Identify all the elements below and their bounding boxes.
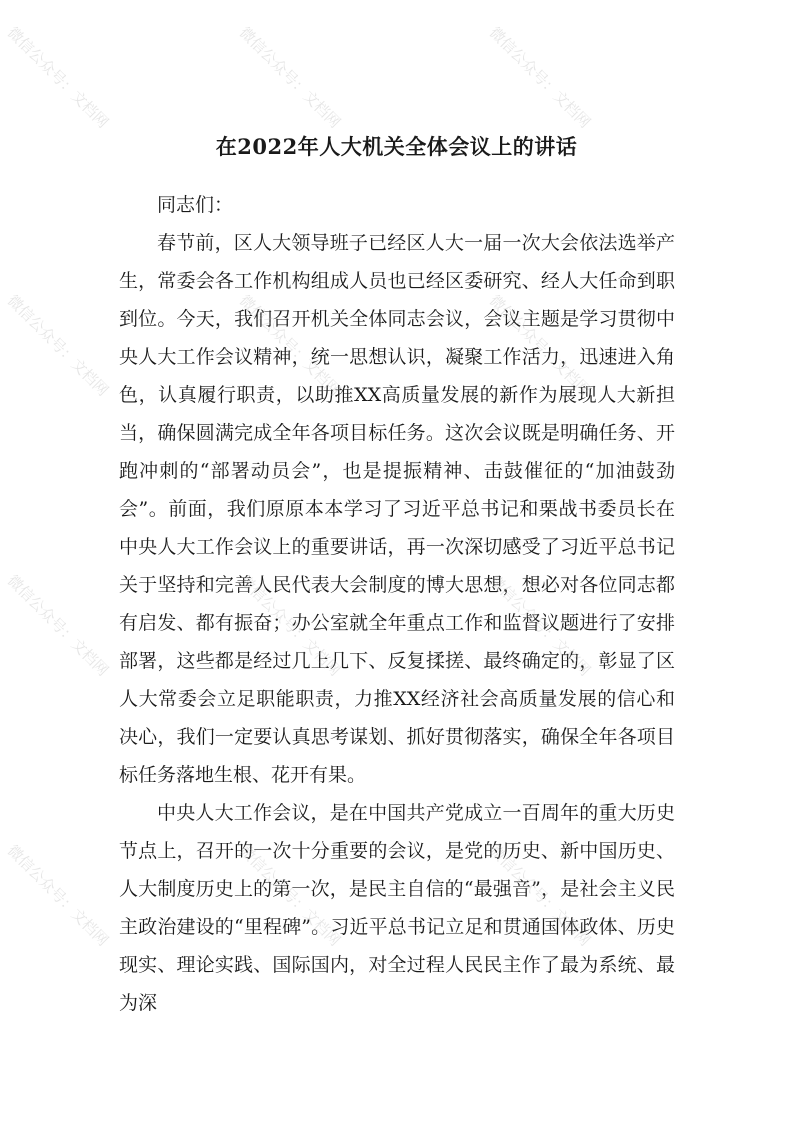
watermark-text: 微信公众号：文档网: [235, 291, 345, 400]
watermark-text: 微信公众号：文档网: [485, 571, 595, 680]
watermark-text: 微信公众号：文档网: [485, 841, 595, 950]
document-body: [119, 186, 675, 1022]
watermark-text: 微信公众号：文档网: [235, 23, 345, 132]
paragraph-2: 中央人大工作会议，是在中国共产党成立一百周年的重大历史节点上，召开的一次十分重要的会议，是党的历史、新中国历史、人大制度历史上的第一次，是民主自信的“最强音”，是社会主义民主政治建设的“里程碑”。习近平总书记立足和贯通国体政体、历史现实、理论实践、国际国内，对全过程人民民主作了最为系统、最为深: [119, 802, 675, 1014]
watermark-text: 微信公众号：文档网: [235, 841, 345, 950]
watermark-text: 微信公众号：文档网: [485, 23, 595, 132]
watermark-text: 微信公众号：文档网: [3, 291, 113, 400]
paragraph-1: 春节前，区人大领导班子已经区人大一届一次大会依法选举产生，常委会各工作机构组成人员也已经区委研究、经人大任命到职到位。今天，我们召开机关全体同志会议，会议主题是学习贯彻中央人大工作会议精神，统一思想认识，凝聚工作活力，迅速进入角色，认真履行职责，以助推XX高质量发展的新作为展现人大新担当，确保圆满完成全年各项目标任务。这次会议既是明确任务、开跑冲刺的“部署动员会”，也是提振精神、击鼓催征的“加油鼓劲会”。前面，我们原原本本学习了习近平总书记和栗战书委员长在中央人大工作会议上的重要讲话，再一次深切感受了习近平总书记关于坚持和完善人民代表大会制度的博大思想，想必对各位同志都有启发、都有振奋；办公室就全年重点工作和监督议题进行了安排部署，这些都是经过几上几下、反复揉搓、最终确定的，彰显了区人大常委会立足职能职责，力推XX经济社会高质量发展的信心和决心，我们一定要认真思考谋划、抓好贯彻落实，确保全年各项目标任务落地生根、花开有果。: [119, 232, 675, 786]
watermark-text: 微信公众号：文档网: [3, 841, 113, 950]
salutation: 同志们：: [157, 194, 234, 216]
watermark-text: 微信公众号：文档网: [235, 571, 345, 680]
watermark-text: 微信公众号：文档网: [3, 571, 113, 680]
watermark-text: 微信公众号：文档网: [3, 23, 113, 132]
document-title: 在2022年人大机关全体会议上的讲话: [215, 134, 578, 159]
watermark-text: 微信公众号：文档网: [485, 291, 595, 400]
